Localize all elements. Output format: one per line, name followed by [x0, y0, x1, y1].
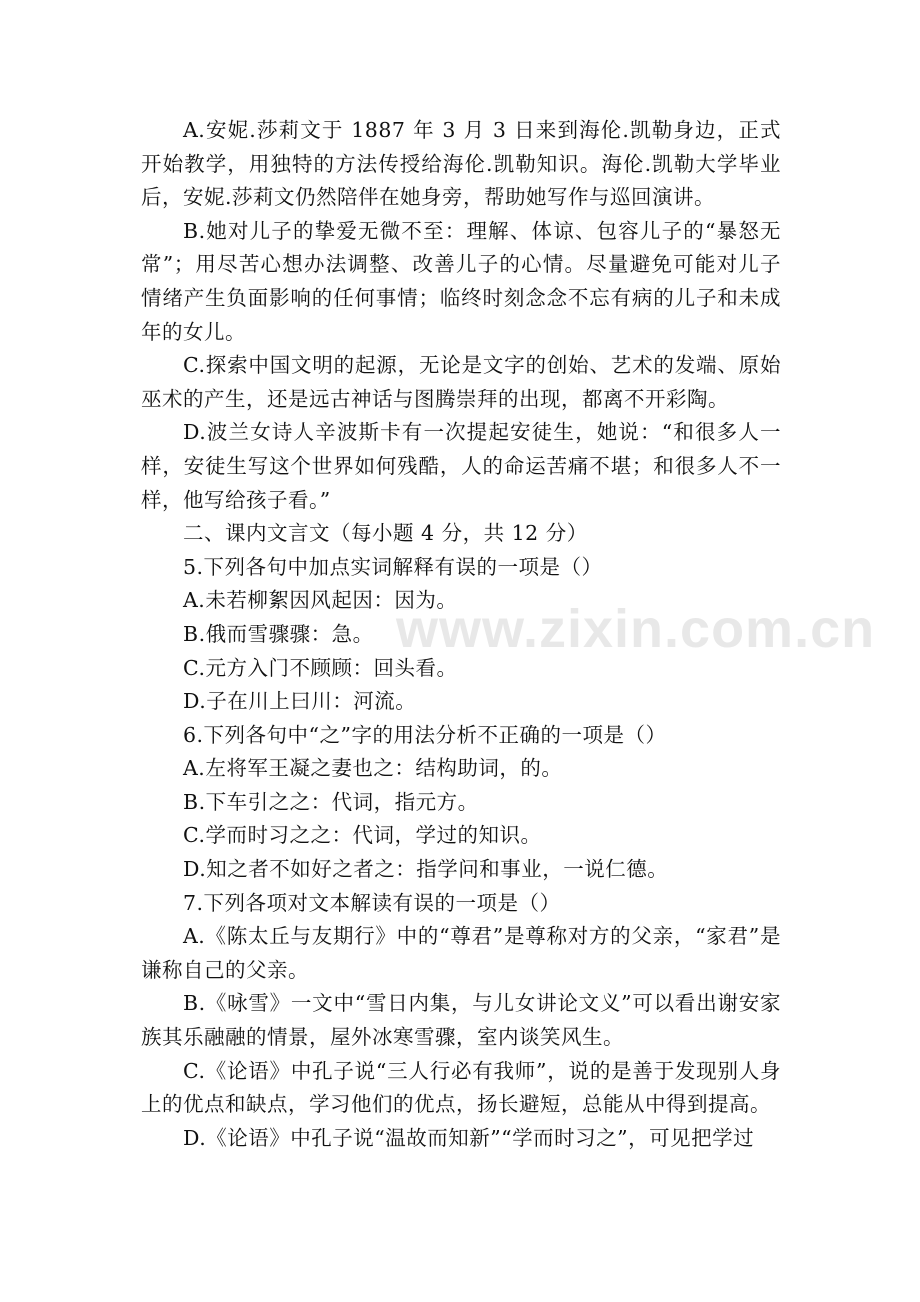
paragraph-option-b-mother: B.她对儿子的挚爱无微不至：理解、体谅、包容儿子的“暴怒无常”；用尽苦心想办法调整、改善儿子的心情。尽量避免可能对儿子情绪产生负面影响的任何事情；临终时刻念念不忘有病的儿子和未成年的女儿。	[141, 218, 781, 344]
question-7-option-b: B.《咏雪》一文中“雪日内集，与儿女讲论文义”可以看出谢安家族其乐融融的情景，屋外冰寒雪骤，室内谈笑风生。	[141, 991, 781, 1050]
question-6-option-a: A.左将军王凝之妻也之：结构助词，的。	[183, 756, 563, 781]
question-6-option-b: B.下车引之之：代词，指元方。	[183, 789, 479, 814]
paragraph-option-a-sullivan: A.安妮.莎莉文于 1887 年 3 月 3 日来到海伦.凯勒身边，正式开始教学，用独特的方法传授给海伦.凯勒知识。海伦.凯勒大学毕业后，安妮.莎莉文仍然陪伴在她身旁，帮助她写作与巡回演讲。	[141, 118, 781, 210]
question-6-option-c: C.学而时习之之：代词，学过的知识。	[183, 823, 542, 848]
section-heading: 二、课内文言文（每小题 4 分，共 12 分）	[183, 521, 588, 546]
site-watermark: www.zixin.com.cn	[396, 599, 876, 659]
paragraph-option-d-andersen: D.波兰女诗人辛波斯卡有一次提起安徒生，她说：“和很多人一样，安徒生写这个世界如何残酷，人的命运苦痛不堪；和很多人不一样，他写给孩子看。”	[141, 420, 781, 512]
question-7-option-a: A.《陈太丘与友期行》中的“尊君”是尊称对方的父亲，“家君”是谦称自己的父亲。	[141, 924, 781, 982]
question-7-option-d: D.《论语》中孔子说“温故而知新”“学而时习之”，可见把学过	[183, 1125, 755, 1150]
question-6: 6.下列各句中“之”字的用法分析不正确的一项是（）	[183, 722, 667, 747]
document-body	[141, 114, 781, 1155]
paragraph-option-c-pottery: C.探索中国文明的起源，无论是文字的创始、艺术的发端、原始巫术的产生，还是远古神话与图腾崇拜的出现，都离不开彩陶。	[141, 353, 781, 411]
question-7: 7.下列各项对文本解读有误的一项是（）	[183, 890, 561, 915]
question-6-option-d: D.知之者不如好之者之：指学问和事业，一说仁德。	[183, 857, 669, 882]
question-5-option-a: A.未若柳絮因风起因：因为。	[183, 588, 458, 613]
question-5-option-d: D.子在川上曰川：河流。	[183, 689, 417, 714]
question-5: 5.下列各句中加点实词解释有误的一项是（）	[183, 554, 603, 579]
question-5-option-c: C.元方入门不顾顾：回头看。	[183, 655, 458, 680]
question-5-option-b: B.俄而雪骤骤：急。	[183, 621, 374, 646]
question-7-option-c: C.《论语》中孔子说“三人行必有我师”，说的是善于发现别人身上的优点和缺点，学习他们的优点，扬长避短，总能从中得到提高。	[141, 1058, 781, 1117]
